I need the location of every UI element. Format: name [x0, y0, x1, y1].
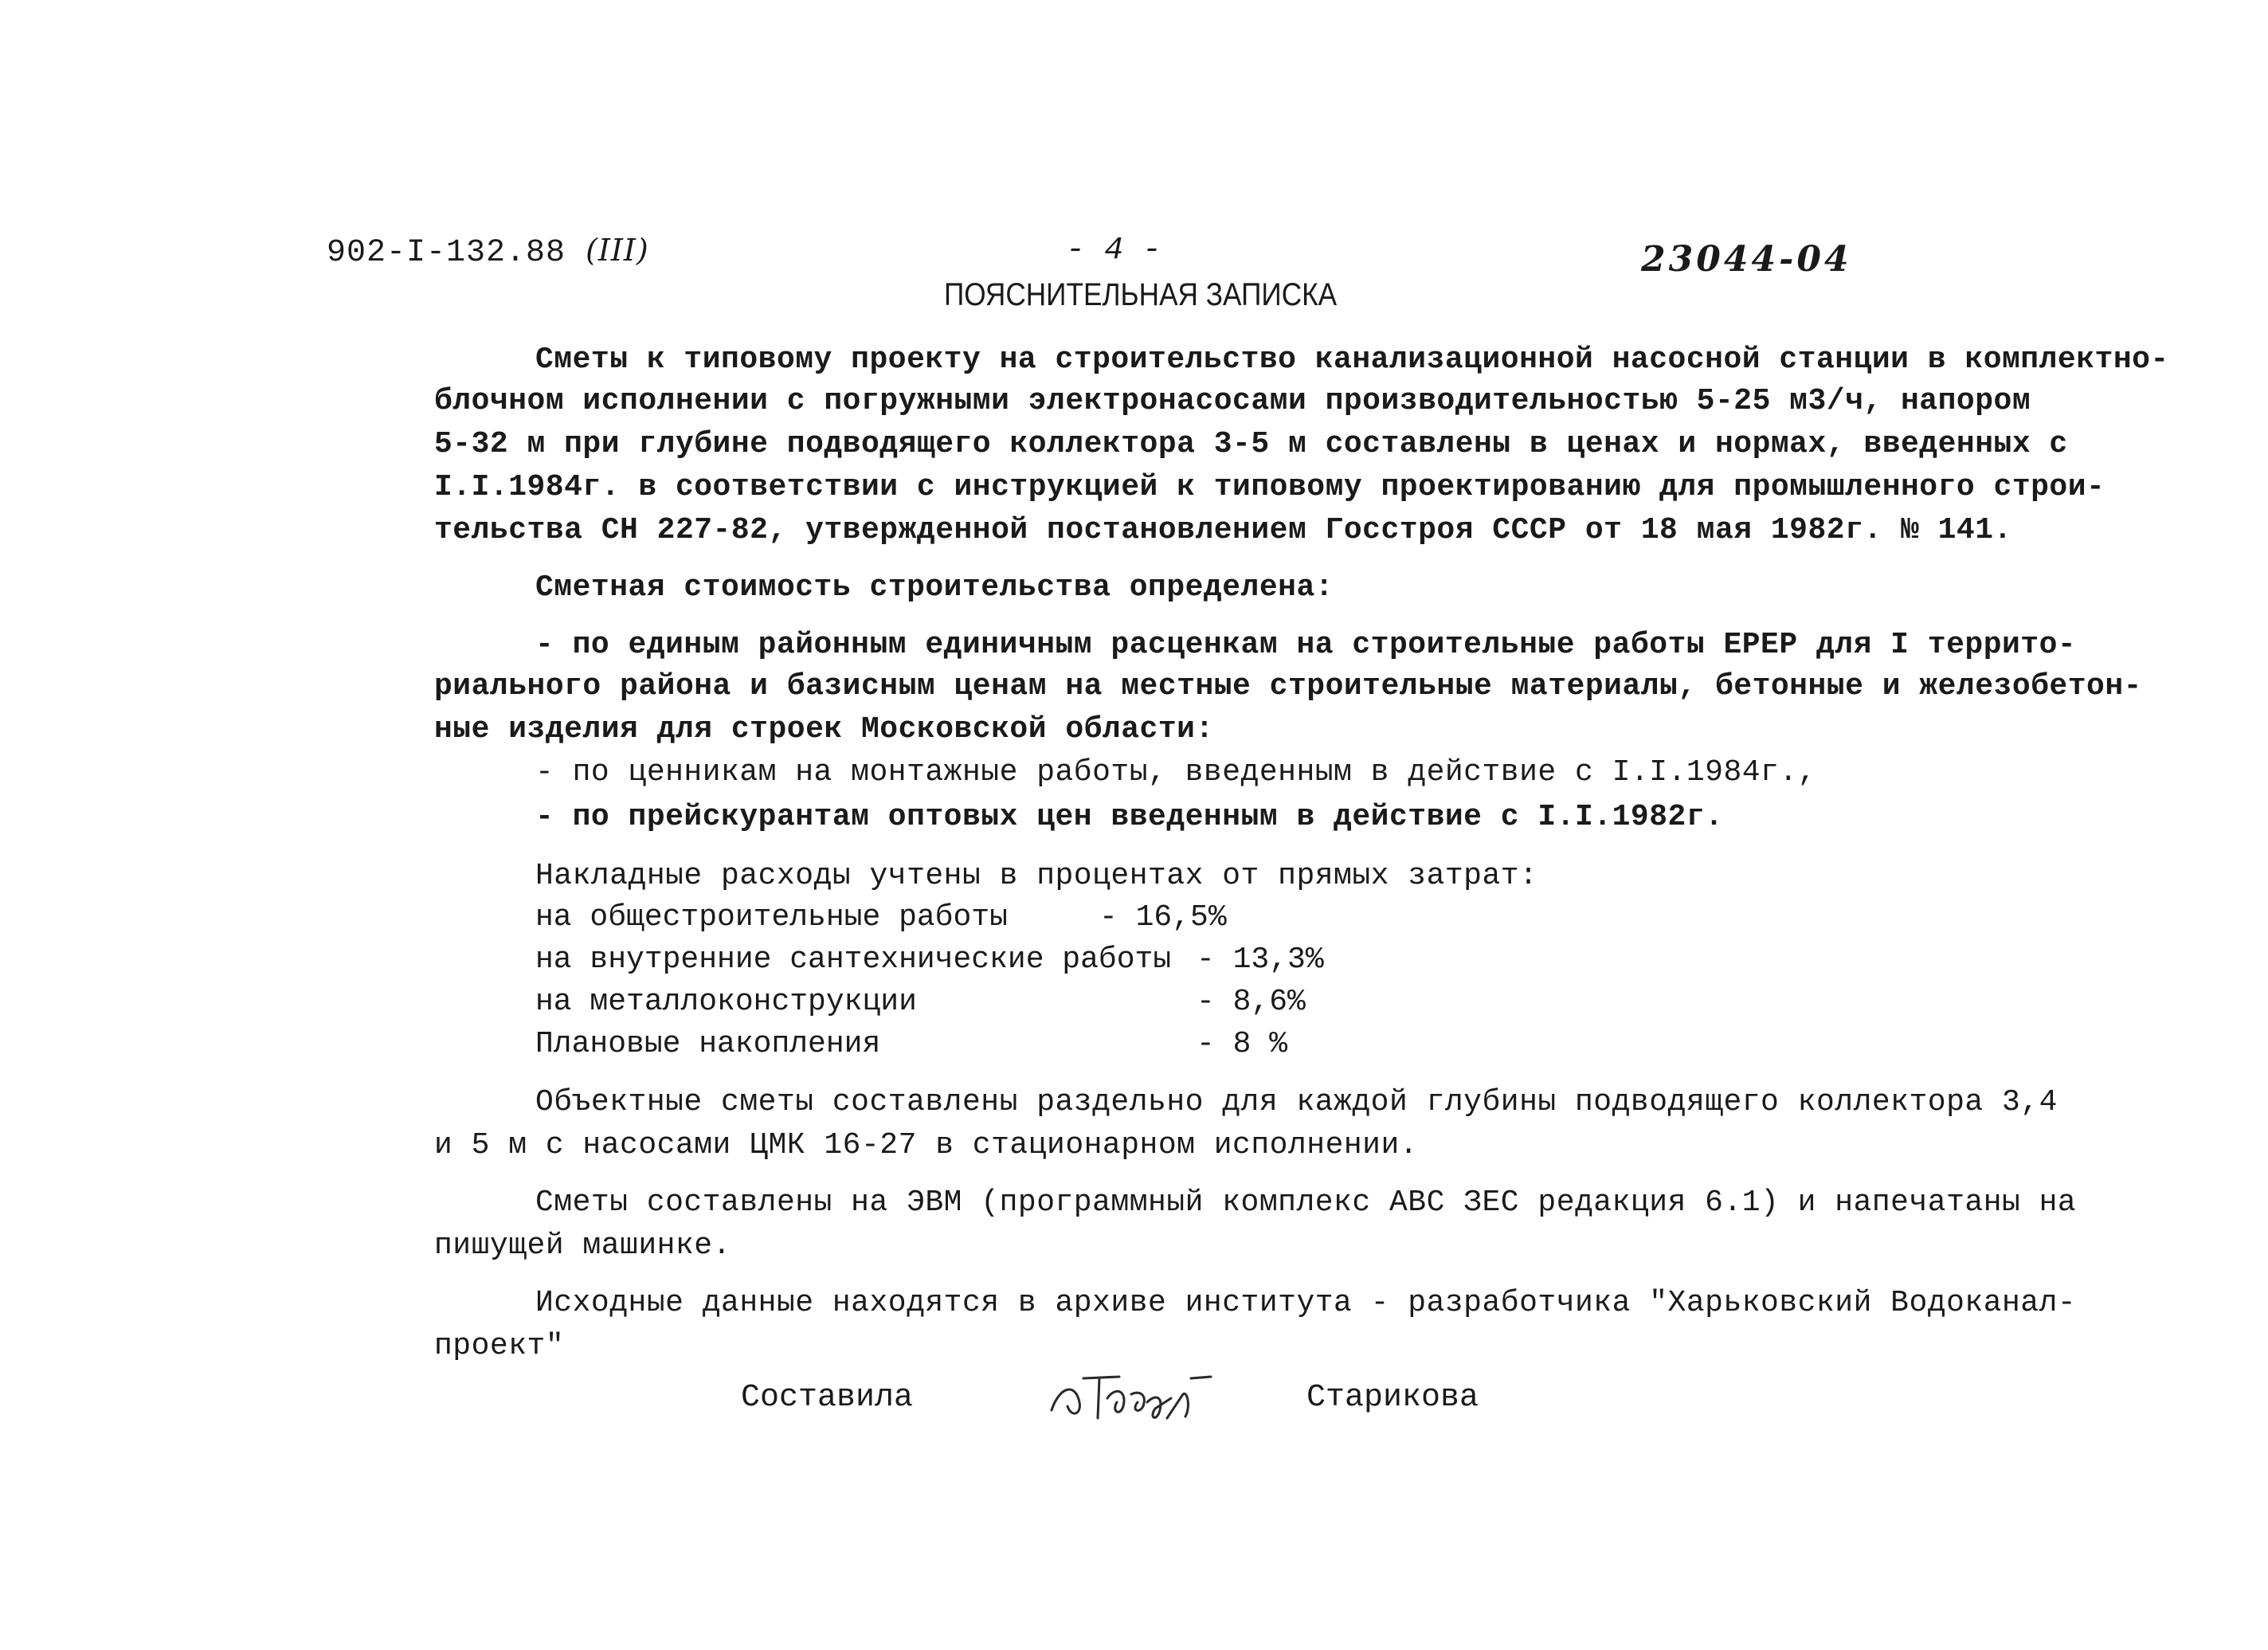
p1-line-4: I.I.1984г. в соответствии с инструкцией к типовому проектированию для промышленного строи- — [434, 470, 2105, 504]
p3-line-3: ные изделия для строек Московской области: — [434, 712, 1214, 747]
overhead-row-2 — [535, 943, 1171, 977]
overhead-label: на общестроительные работы — [535, 900, 1008, 935]
p2-line: Сметная стоимость строительства определена: — [535, 570, 1334, 605]
overhead-label: на металлоконструкции — [535, 985, 917, 1019]
document-title: ПОЯСНИТЕЛЬНАЯ ЗАПИСКА — [944, 277, 1338, 312]
overhead-value-1: - 16,5% — [1099, 900, 1227, 935]
p3-line-2: риального района и базисным ценам на местные строительные материалы, бетонные и железобетон- — [434, 669, 2142, 704]
p1-line-3: 5-32 м при глубине подводящего коллектора 3-5 м составлены в ценах и нормах, введенных с — [434, 427, 2068, 461]
p1-line-1: Сметы к типовому проекту на строительство канализационной насосной станции в комплектно- — [535, 343, 2169, 377]
p4-line: - по ценникам на монтажные работы, введенным в действие с I.I.1984г., — [535, 755, 1816, 790]
p1-line-5: тельства СН 227-82, утвержденной постановлением Госстроя СССР от 18 мая 1982г. № 141. — [434, 513, 2012, 547]
p3-line-1: - по единым районным единичным расценкам на строительные работы ЕРЕР для I террито- — [535, 628, 2077, 662]
handwritten-signature — [1044, 1362, 1219, 1434]
document-code-suffix: (III) — [586, 233, 649, 268]
overhead-label: Плановые накопления — [535, 1027, 881, 1061]
p7-line-1: Сметы составлены на ЭВМ (программный комплекс АВС ЗЕС редакция 6.1) и напечатаны на — [535, 1186, 2077, 1220]
overhead-value-4: - 8 % — [1197, 1027, 1288, 1061]
p5-line: - по прейскурантам оптовых цен введенным в действие с I.I.1982г. — [535, 800, 1724, 834]
p8-line-1: Исходные данные находятся в архиве института - разработчика "Харьковский Водоканал- — [535, 1286, 2077, 1320]
p7-line-2: пишущей машинке. — [434, 1229, 731, 1263]
p6-line-1: Объектные сметы составлены раздельно для каждой глубины подводящего коллектора 3,4 — [535, 1085, 2058, 1119]
overhead-value-2: - 13,3% — [1197, 943, 1324, 977]
p8-line-2: проект" — [434, 1329, 565, 1363]
overhead-row-4 — [535, 1027, 880, 1061]
document-code — [327, 233, 649, 271]
overhead-row-3 — [535, 985, 917, 1019]
document-code-main: 902-I-132.88 — [327, 235, 566, 271]
p6-line-2: и 5 м с насосами ЦМК 16-27 в стационарном исполнении. — [434, 1128, 1419, 1162]
signature-label: Составила — [741, 1380, 914, 1416]
overhead-label: на внутренние сантехнические работы — [535, 943, 1172, 977]
signature-name: Старикова — [1306, 1380, 1479, 1416]
overhead-title: Накладные расходы учтены в процентах от прямых затрат: — [535, 859, 1538, 893]
overhead-row-1 — [535, 900, 1008, 935]
overhead-value-3: - 8,6% — [1197, 985, 1306, 1019]
p1-line-2: блочном исполнении с погружными электронасосами производительностью 5-25 м3/ч, напором — [434, 384, 2031, 418]
page-number: - 4 - — [1066, 233, 1162, 268]
inventory-number: 23044-04 — [1641, 239, 1852, 280]
